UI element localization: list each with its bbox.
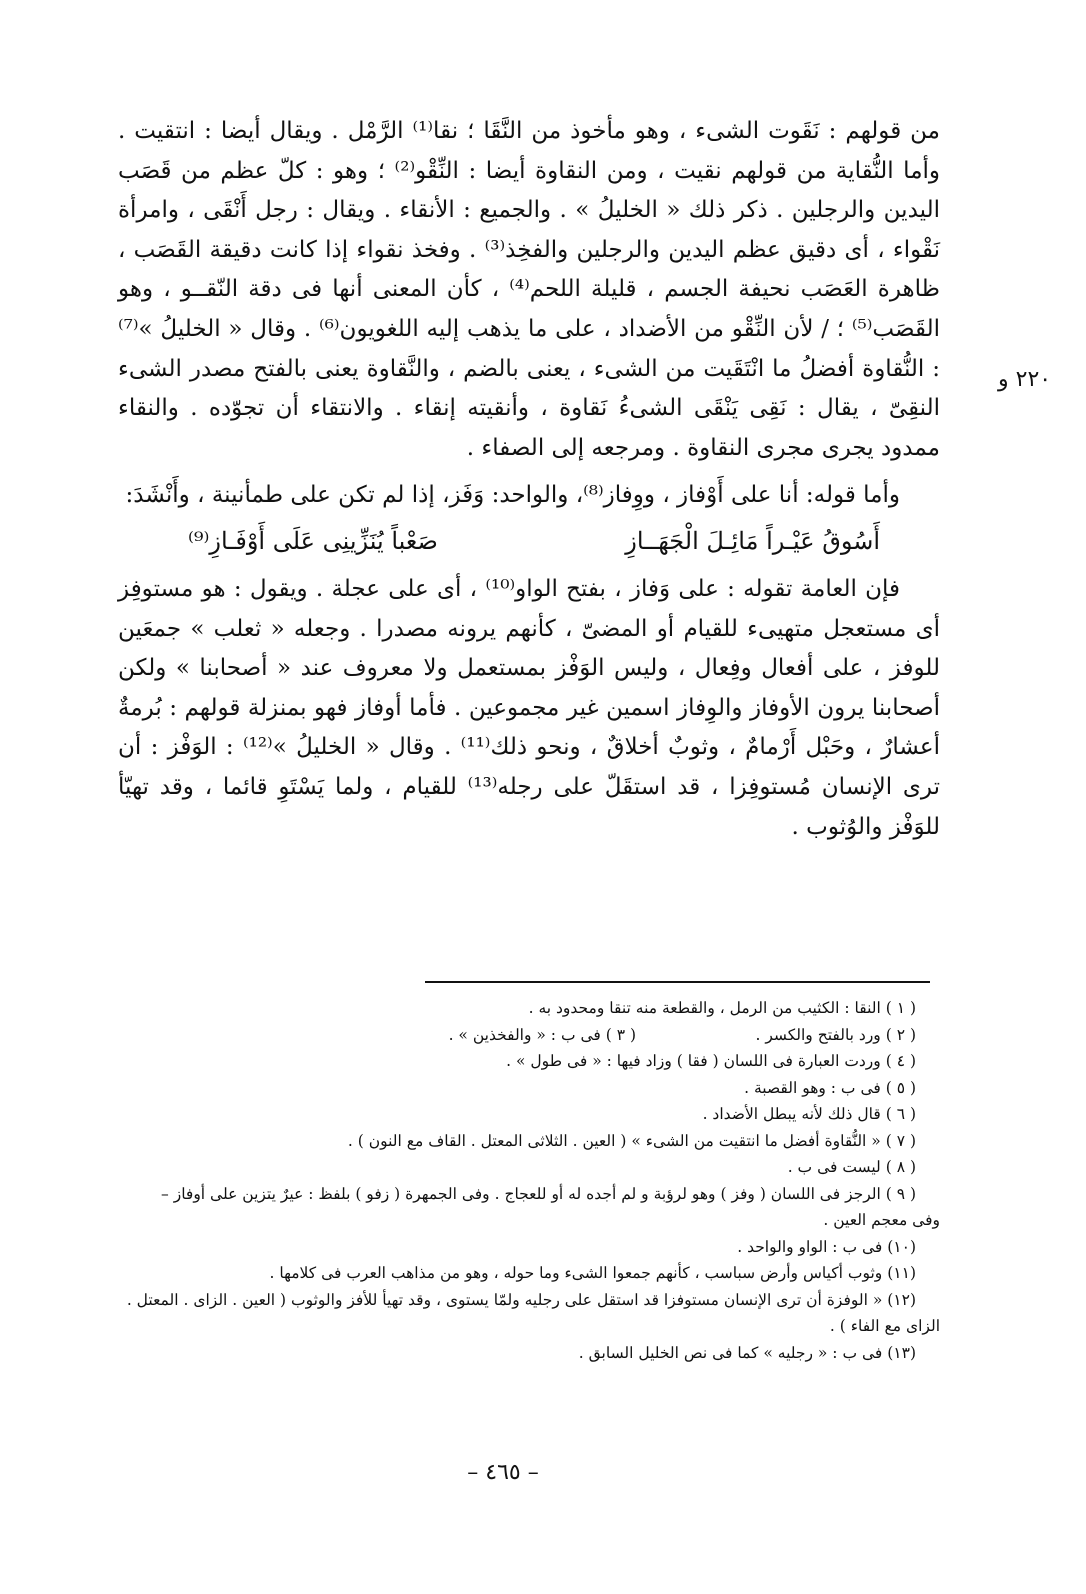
footnote-6: ( ٦ ) قال ذلك لأنه يبطل الأضداد . [702,1105,916,1123]
footnote-row-2-3 [118,1022,940,1049]
footnote-4: ( ٤ ) وردت العبارة فى اللسان ( فقا ) وزاد فيها : « فى طول » . [506,1052,916,1070]
verse [118,520,940,562]
footnote-12: (١٢) « الوفزة أن ترى الإنسان مستوفزا قد استقل على رجليه ولمّا يستوى ، وقد تهيأ للأفز والوثوب ( العين . الزاى . المعتل . [126,1290,916,1309]
paragraph-1: من قولهم : نَقَوت الشىء ، وهو مأخوذ من النَّقَا ؛ نقا⁽¹⁾ الرَّمْل . ويقال أيضا : انتقيت . وأما النُّقاية من قولهم نقيت ، ومن النقاوة أيضا : النِّقْو⁽²⁾ ؛ وهو : كلّ عظم من قَصَب اليدين والرجلين . ذكر ذلك « الخليلُ » . والجميع : الأنقاء . ويقال : رجل أَنْقَى ، وامرأة نَقْواء ، أى دقيق عظم اليدين والرجلين والفخِذ⁽³⁾ . وفخذ نقواء إذا كانت دقيقة القَصَب ، ظاهرة العَصَب نحيفة الجسم ، قليلة اللحم⁽⁴⁾ ، كأن المعنى أنها فى دقة النّقــو ، وهو القَصَب⁽⁵⁾ ؛ / لأن النِّقْو من الأضداد ، على ما يذهب إليه اللغويون⁽⁶⁾ . وقال « الخليلُ »⁽⁷⁾ : النُّقاوة أفضلُ ما انْتَقَيت من الشىء ، يعنى بالضم ، والنَّقاوة يعنى بالفتح مصدر الشىء النقِىّ ، يقال : نَقِى يَنْقَى الشىءُ نَقاوة ، وأنقيته إنقاء . والانتقاء أن تجوّده . والنقاء ممدود يجرى مجرى النقاوة . ومرجعه إلى الصفاء . [118,118,941,461]
footnote-5: ( ٥ ) فى ب : وهو القصبة . [744,1078,916,1097]
main-text [118,112,940,847]
footnote-8: ( ٨ ) ليست فى ب . [787,1158,916,1176]
footnote-11: (١١) وثوب أكياس وأرض سباسب ، كأنهم جمعوا الشىء وما حوله ، وهو من مذاهب العرب فى كلامها . [269,1264,916,1282]
footnote-2: ( ٢ ) ورد بالفتح والكسر . [755,1025,916,1044]
page-number: – ٤٦٥ – [467,1460,539,1485]
footnotes [118,995,940,1366]
footnote-13: (١٣) فى ب : « رجليه » كما فى نص الخليل السابق . [578,1343,916,1362]
verse-first-hemistich: أَسُوقُ عَيْـراً مَائِـلَ الْجَهَــازِ [625,526,880,555]
verse-second-hemistich: صَعْباً يُنَزِّينِى عَلَى أَوْفَـازِ⁽⁹⁾ [188,526,438,555]
footnote-12-continuation: الزاى مع الفاء ) . [829,1317,940,1335]
footnote-9: ( ٩ ) الرجز فى اللسان ( وفز ) وهو لرؤبة و لم أجده له أو للعجاج . وفى الجمهرة ( زفو ) بلفظ : عيرٌ يتزين على أوفاز – [161,1184,916,1203]
footnote-10: (١٠) فى ب : الواو والواحد . [737,1237,916,1256]
footnote-3: ( ٣ ) فى ب : « والفخذين » . [448,1025,636,1044]
margin-folio-note: ٢٢٠ و [998,367,1052,392]
footnote-1: ( ١ ) النقا : الكثيب من الرمل ، والقطعة منه تنقا ومحدود به . [528,999,916,1017]
paragraph-3: فإن العامة تقوله : على وَفاز ، بفتح الواو⁽¹⁰⁾ ، أى على عجلة . ويقول : هو مستوفِز أى مستعجل متهيىء للقيام أو المضىّ ، كأنهم يرونه مصدرا . وجعله « ثعلب » جمعَين للوفز ، على أفعال وفِعال ، وليس الوَفْز بمستعمل ولا معروف عند « أصحابنا » ولكن أصحابنا يرون الأوفاز والوِفاز اسمين غير مجموعين . فأما أوفاز فهو بمنزلة قولهم : بُرمةٌ أعشارٌ ، وحَبْل أَرْمامٌ ، وثوبٌ أخلاقٌ ، ونحو ذلك⁽¹¹⁾ . وقال « الخليلُ »⁽¹²⁾ : الوَفْز : أن ترى الإنسان مُستوفِزا ، قد استقَلّ على رجله⁽¹³⁾ للقيام ، ولما يَسْتَوِ قائما ، وقد تهيّأ للوَفْز والوُثوب . [118,575,941,840]
footnote-9-continuation: وفى معجم العين . [823,1211,940,1229]
paragraph-2: وأما قوله: أنا على أَوْفاز ، ووِفاز⁽⁸⁾، والواحد: وَفَز، إذا لم تكن على طمأنينة ، وأَنْشَدَ: [125,482,900,509]
footnote-divider [425,981,930,983]
footnote-7: ( ٧ ) « النُّقاوة أفضل ما انتقيت من الشىء » ( العين . الثلاثى المعتل . القاف مع النون ) . [347,1131,916,1150]
